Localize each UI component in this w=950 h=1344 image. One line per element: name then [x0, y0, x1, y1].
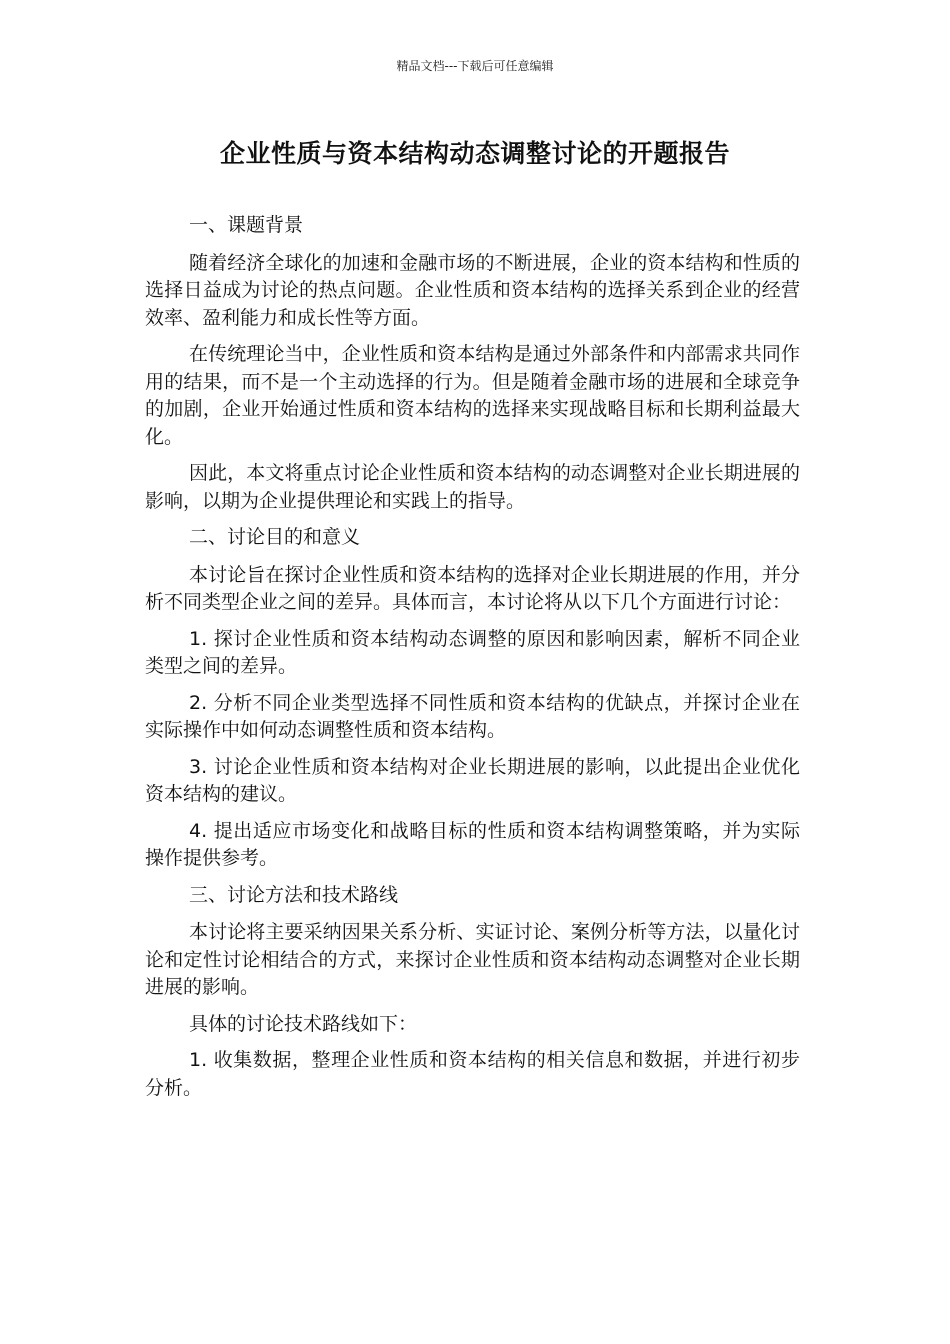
list-item: 1. 探讨企业性质和资本结构动态调整的原因和影响因素，解析不同企业类型之间的差异。 [145, 627, 800, 677]
paragraph: 本讨论旨在探讨企业性质和资本结构的选择对企业长期进展的作用，并分析不同类型企业之间的差异。具体而言，本讨论将从以下几个方面进行讨论： [145, 563, 800, 613]
list-item: 3. 讨论企业性质和资本结构对企业长期进展的影响，以此提出企业优化资本结构的建议。 [145, 755, 800, 805]
paragraph: 在传统理论当中，企业性质和资本结构是通过外部条件和内部需求共同作用的结果，而不是一个主动选择的行为。但是随着金融市场的进展和全球竞争的加剧，企业开始通过性质和资本结构的选择来实现战略目标和长期利益最大化。 [145, 343, 800, 448]
section-heading-method: 三、讨论方法和技术路线 [189, 883, 399, 906]
paragraph: 因此，本文将重点讨论企业性质和资本结构的动态调整对企业长期进展的影响，以期为企业提供理论和实践上的指导。 [145, 462, 800, 512]
paragraph: 本讨论将主要采纳因果关系分析、实证讨论、案例分析等方法，以量化讨论和定性讨论相结合的方式，来探讨企业性质和资本结构动态调整对企业长期进展的影响。 [145, 921, 800, 998]
list-item: 2. 分析不同企业类型选择不同性质和资本结构的优缺点，并探讨企业在实际操作中如何动态调整性质和资本结构。 [145, 691, 800, 741]
section-heading-background: 一、课题背景 [189, 214, 304, 236]
section-heading-purpose: 二、讨论目的和意义 [189, 526, 361, 548]
list-item: 4. 提出适应市场变化和战略目标的性质和资本结构调整策略，并为实际操作提供参考。 [145, 819, 800, 869]
paragraph: 具体的讨论技术路线如下： [189, 1012, 418, 1035]
document-body [145, 212, 800, 1111]
header-watermark: 精品文档---下载后可任意编辑 [396, 59, 554, 73]
document-title: 企业性质与资本结构动态调整讨论的开题报告 [219, 139, 730, 168]
list-item: 1. 收集数据，整理企业性质和资本结构的相关信息和数据，并进行初步分析。 [145, 1049, 800, 1099]
paragraph: 随着经济全球化的加速和金融市场的不断进展，企业的资本结构和性质的选择日益成为讨论的热点问题。企业性质和资本结构的选择关系到企业的经营效率、盈利能力和成长性等方面。 [145, 251, 800, 329]
